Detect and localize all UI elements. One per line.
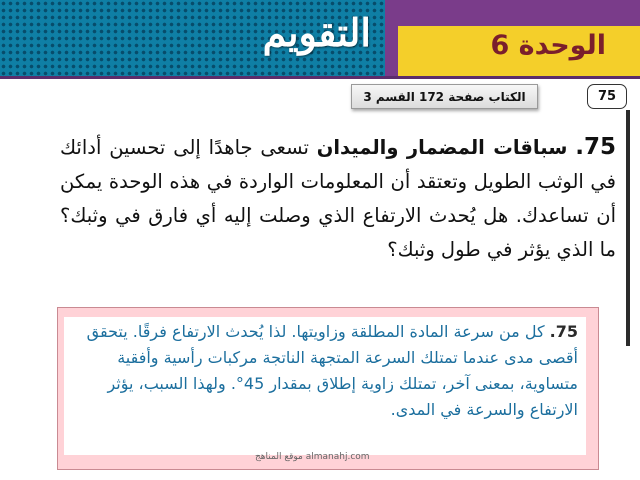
question-heading: سباقات المضمار والميدان (316, 136, 568, 159)
watermark-text: موقع المناهج almanahj.com (255, 452, 370, 462)
answer-body: كل من سرعة المادة المطلقة وزاويتها. لذا يُحدث الارتفاع فرقًا. يتحقق أقصى مدى عندما تمتلك السرعة المتجهة الناتجة مركبات رأسية وأفقية متساوية، بمعنى آخر، تمتلك زاوية إطلاق بمقدار 45°. ولهذا السبب، يؤثر الارتفاع والسرعة في المدى. (86, 322, 578, 419)
book-reference-button[interactable]: الكتاب صفحة 172 القسم 3 (351, 84, 538, 109)
unit-label: الوحدة 6 (490, 30, 606, 61)
answer-text-block (64, 317, 586, 455)
side-bar-divider (626, 110, 630, 346)
header-divider (0, 76, 640, 79)
header-title-band (0, 0, 385, 76)
question-number: 75. (575, 134, 617, 160)
question-text-block (60, 130, 616, 267)
question-body: تسعى جاهدًا إلى تحسين أدائك في الوثب الطويل وتعتقد أن المعلومات الواردة في هذه الوحدة يمكن أن تساعدك. هل يُحدث الارتفاع الذي وصلت إليه أي فارق في وثبك؟ ما الذي يؤثر في طول وثبك؟ (60, 136, 616, 261)
answer-number: 75. (549, 322, 578, 341)
unit-label-panel (398, 26, 640, 76)
page-title: التقويم (262, 10, 371, 55)
problem-number-badge: 75 (587, 84, 627, 109)
